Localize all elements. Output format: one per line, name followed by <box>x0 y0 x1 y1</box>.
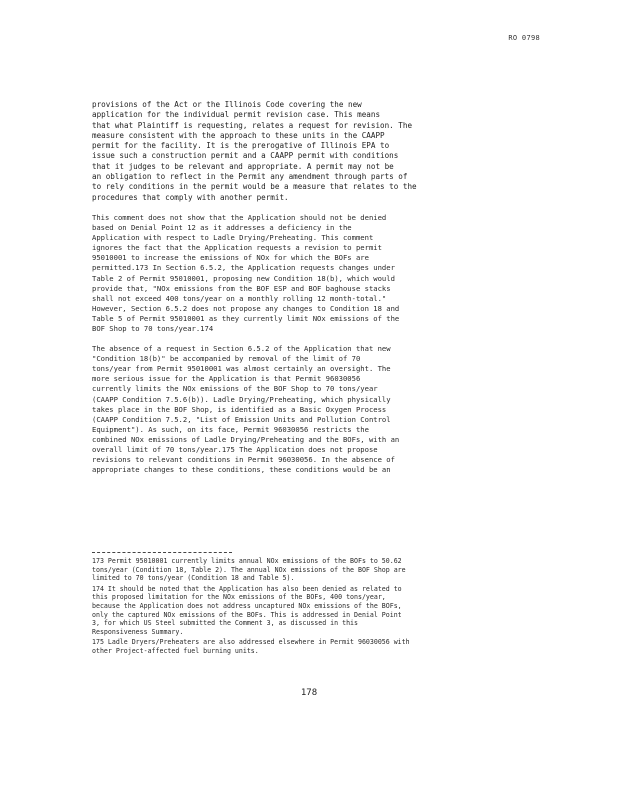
page-number: 178 <box>300 688 318 698</box>
paragraph-absence-of-request: The absence of a request in Section 6.5.2 of the Application that new "Condition 18(b)" be accompanied by removal of the limit of 70 tons/year from Permit 95010001 was almost certainly an oversight. The more serious issue for the Application is that Permit 96030056 currently limits the NOx emissions of the BOF Shop to 70 tons/year (CAAPP Condition 7.5.6(b)). Ladle Drying/Preheating, which physically takes place in the BOF Shop, is identified as a Basic Oxygen Process (CAAPP Condition 7.5.2, "List of Emission Units and Pollution Control Equipment"). As such, on its face, Permit 96030056 restricts the combined NOx emissions of Ladle Drying/Preheating and the BOFs, with an overall limit of 70 tons/year.175 The Application does not propose revisions to relevant conditions in Permit 96030056. In the absence of appropriate changes to these conditions, these conditions would be an <box>92 344 400 475</box>
paragraph-continued: provisions of the Act or the Illinois Code covering the new application for the individual permit revision case. This means that what Plaintiff is requesting, relates a request for revision. The measure consistent with the approach to these units in the CAAPP permit for the facility. It is the prerogative of Illinois EPA to issue such a construction permit and a CAAPP permit with conditions that it judges to be relevant and appropriate. A permit may not be an obligation to reflect in the Permit any amendment through parts of to rely conditions in the permit would be a measure that relates to the procedures that comply with another permit. <box>92 100 417 202</box>
footnote-separator <box>92 552 232 553</box>
footnote-173: 173 Permit 95010001 currently limits annual NOx emissions of the BOFs to 50.62 tons/year (Condition 18, Table 2). The annual NOx emissions of the BOF Shop are limited to 70 tons/year (Condition 18 and Table 5). <box>92 557 406 583</box>
paragraph-denial-point-12: This comment does not show that the Application should not be denied based on Denial Point 12 as it addresses a deficiency in the Application with respect to Ladle Drying/Preheating. This comment ignores the fact that the Application requests a revision to permit 95010001 to increase the emissions of NOx for which the BOFs are permitted.173 In Section 6.5.2, the Application requests changes under Table 2 of Permit 95010001, proposing new Condition 18(b), which would provide that, "NOx emissions from the BOF ESP and BOF baghouse stacks shall not exceed 400 tons/year on a monthly rolling 12 month-total." However, Section 6.5.2 does not propose any changes to Condition 18 and Table 5 of Permit 95010001 as they currently limit NOx emissions of the BOF Shop to 70 tons/year.174 <box>92 212 400 333</box>
footnotes <box>92 557 532 658</box>
document-id: RO 0798 <box>508 34 540 42</box>
footnote-175: 175 Ladle Dryers/Preheaters are also addressed elsewhere in Permit 96030056 with other Project-affected fuel burning units. <box>92 638 410 655</box>
footnote-174: 174 It should be noted that the Application has also been denied as related to this proposed limitation for the NOx emissions of the BOFs, 400 tons/year, because the Application does not address uncaptured NOx emissions of the BOFs, only the captured NOx emissions of the BOFs. This is addressed in Denial Point 3, for which US Steel submitted the Comment 3, as discussed in this Responsiveness Summary. <box>92 584 402 636</box>
body-text <box>92 100 524 485</box>
